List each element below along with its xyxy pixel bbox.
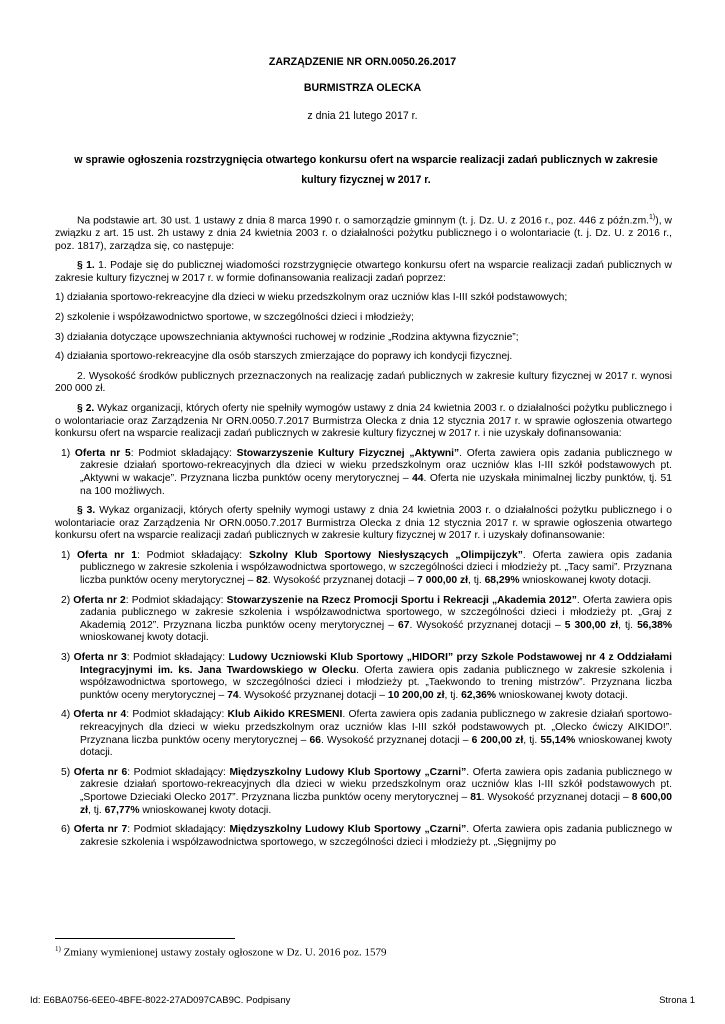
funded-offer-item: 4) Oferta nr 4: Podmiot składający: Klub Aikido KRESMENI. Oferta zawiera opis zadania publicznego w zakresie działań sportowo-rekreacyjnych dla dzieci w wieku przedszkolnym oraz uczniów klas I-III szkół podstawowych pt. „Olecko ćwiczy AIKIDO!”. Przyznana liczba punktów oceny merytorycznej – 66. Wysokość przyznanej dotacji – 6 200,00 zł, tj. 55,14% wnioskowanej kwoty dotacji. <box>61 709 673 759</box>
document-id: Id: E6BA0756-6EE0-4BFE-8022-27AD097CAB9C. Podpisany <box>30 995 291 1006</box>
document-issuer: BURMISTRZA OLECKA <box>303 82 422 94</box>
list-item: 1) działania sportowo-rekreacyjne dla dzieci w wieku przedszkolnym oraz uczniów klas I-III szkół podstawowych; <box>55 292 568 304</box>
list-item: 3) działania dotyczące upowszechniania aktywności ruchowej w rodzinie „Rodzina aktywna fizycznie”; <box>55 331 519 343</box>
rejected-offer-item: 1) Oferta nr 5: Podmiot składający: Stowarzyszenie Kultury Fizycznej „Aktywni”. Oferta zawiera opis zadania publicznego w zakresie działań sportowo-rekreacyjnych dla dzieci w wieku przedszkolnym oraz uczniów klas I-III szkół podstawowych pt. „Aktywni w wakacje”. Przyznana liczba punktów oceny merytorycznej – 44. Oferta nie uzyskała minimalnej liczby punktów, tj. 51 na 100 możliwych. <box>61 447 673 497</box>
document-date: z dnia 21 lutego 2017 r. <box>307 110 418 122</box>
document-body <box>55 212 672 856</box>
funded-offer-item: 3) Oferta nr 3: Podmiot składający: Ludowy Uczniowski Klub Sportowy „HIDORI” przy Szkole Podstawowej nr 4 z Oddziałami Integracyjnymi im. ks. Jana Twardowskiego w Olecku. Oferta zawiera opis zadania publicznego w zakresie szkolenia i współzawodnictwa sportowego, w szczególności dzieci i młodzieży pt. „Taekwondo to trening mistrzów”. Przyznana liczba punktów oceny merytorycznej – 74. Wysokość przyznanej dotacji – 10 200,00 zł, tj. 62,36% wnioskowanej kwoty dotacji. <box>61 652 672 701</box>
funded-offer-item: 2) Oferta nr 2: Podmiot składający: Stowarzyszenie na Rzecz Promocji Sportu i Rekreacji „Akademia 2012”. Oferta zawiera opis zadania publicznego w zakresie szkolenia i współzawodnictwa sportowego, w szczególności dzieci i młodzieży pt. „Graj z Akademią 2012”. Przyznana liczba punktów oceny merytorycznej – 67. Wysokość przyznanej dotacji – 5 300,00 zł, tj. 56,38% wnioskowanej kwoty dotacji. <box>61 594 673 644</box>
footnote: $^{1)}$ Zmiany wymienionej ustawy zostały ogłoszone w Dz. U. 2016 poz. 1579 <box>55 945 387 959</box>
section-1-paragraph-2: 2. Wysokość środków publicznych przeznaczonych na realizację zadań publicznych w zakresie kultury fizycznej w 2017 r. wynosi 200 000 zł. <box>55 370 672 395</box>
funded-offer-item: 1) Oferta nr 1: Podmiot składający: Szkolny Klub Sportowy Niesłyszących „Olimpijczyk”. Oferta zawiera opis zadania publicznego w zakresie szkolenia i współzawodnictwa sportowego, w szczególności dzieci i młodzieży pt. „Tacy sami”. Przyznana liczba punktów oceny merytorycznej – 82. Wysokość przyznanej dotacji – 7 000,00 zł, tj. 68,29% wnioskowanej kwoty dotacji. <box>61 549 672 587</box>
section-1: § 1. 1. Podaje się do publicznej wiadomości rozstrzygnięcie otwartego konkursu ofert na wsparcie realizacji zadań publicznych w zakresie kultury fizycznej w 2017 r. w formie dofinansowania realizacji zadań poprzez: <box>55 260 672 284</box>
section-2: § 2. Wykaz organizacji, których oferty nie spełniły wymogów ustawy z dnia 24 kwietnia 2003 r. o działalności pożytku publicznego i o wolontariacie oraz Zarządzenia Nr ORN.0050.7.2017 Burmistrza Olecka z dnia 12 stycznia 2017 r. w sprawie ogłoszenia otwartego konkursu ofert na wsparcie realizacji zadań publicznych w zakresie kultury fizycznej w 2017 r. i nie uzyskały dofinansowania: <box>55 402 673 440</box>
preamble: Na podstawie art. 30 ust. 1 ustawy z dnia 8 marca 1990 r. o samorządzie gminnym (t. j. Dz. U. z 2016 r., poz. 446 z późn.zm.$^{1)}$), w związku z art. 15 ust. 2h ustawy z dnia 24 kwietnia 2003 r. o działalności pożytku publicznego i o wolontariacie (t. j. Dz. U. z 2016 r., poz. 1817), zarządza się, co następuje: <box>55 214 672 252</box>
document-subject: w sprawie ogłoszenia rozstrzygnięcia otwartego konkursu ofert na wsparcie realizacji zadań publicznych w zakresie kultury fizycznej w 2017 r. <box>74 154 658 186</box>
funded-offer-item: 6) Oferta nr 7: Podmiot składający: Międzyszkolny Ludowy Klub Sportowy „Czarni”. Oferta zawiera opis zadania publicznego w zakresie szkolenia i współzawodnictwa sportowego, w szczególności dzieci i młodzieży pt. „Sięgnijmy po <box>61 824 672 848</box>
section-3: § 3. Wykaz organizacji, których oferty spełniły wymogi ustawy z dnia 24 kwietnia 2003 r. o działalności pożytku publicznego i o wolontariacie oraz Zarządzenia Nr ORN.0050.7.2017 Burmistrza Olecka z dnia 12 stycznia 2017 r. w sprawie ogłoszenia otwartego konkursu ofert na wsparcie realizacji zadań publicznych w zakresie kultury fizycznej w 2017 r. i uzyskały dofinansowanie: <box>55 505 672 542</box>
document-title: ZARZĄDZENIE NR ORN.0050.26.2017 <box>268 56 457 68</box>
list-item: 4) działania sportowo-rekreacyjne dla osób starszych zmierzające do poprawy ich kondycji fizycznej. <box>55 351 513 363</box>
funded-offer-item: 5) Oferta nr 6: Podmiot składający: Międzyszkolny Ludowy Klub Sportowy „Czarni”. Oferta zawiera opis zadania publicznego w zakresie działań sportowo-rekreacyjnych dla dzieci w wieku przedszkolnym oraz uczniów klas I-III szkół podstawowych pt. „Sportowe Dzieciaki Olecko 2017”. Przyznana liczba punktów oceny merytorycznej – 81. Wysokość przyznanej dotacji – 8 600,00 zł, tj. 67,77% wnioskowanej kwoty dotacji. <box>61 766 672 816</box>
footnote-divider <box>55 938 235 939</box>
page-number: Strona 1 <box>659 995 695 1006</box>
list-item: 2) szkolenie i współzawodnictwo sportowe, w szczególności dzieci i młodzieży; <box>55 311 414 323</box>
